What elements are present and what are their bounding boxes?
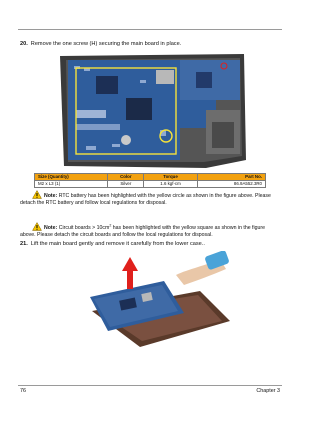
lift-board-photo xyxy=(80,251,232,349)
col-size: Size (Quantity) xyxy=(35,174,108,181)
warning-icon xyxy=(32,190,42,199)
footer-rule xyxy=(18,385,282,386)
note-circuit-boards xyxy=(20,222,282,240)
main-board-photo xyxy=(56,50,248,170)
table-header-row xyxy=(35,174,266,181)
warning-icon xyxy=(32,222,42,231)
note-text-line2: detach the RTC battery and follow local regulations for disposal. xyxy=(20,200,167,207)
note-superscript: 2 xyxy=(109,223,112,228)
col-color: Color xyxy=(108,174,144,181)
step-20-number: 20. xyxy=(20,41,28,47)
note-label: Note: xyxy=(44,193,58,199)
note-text-line2: above. Please detach the circuit boards and follow the local regulations for disposal. xyxy=(20,232,213,239)
page-number: 76 xyxy=(20,388,26,394)
cell-color: Silver xyxy=(108,181,144,188)
header-rule xyxy=(18,29,282,30)
cell-size: M2 x L3 (1) xyxy=(35,181,108,188)
table-row xyxy=(35,181,266,188)
chapter-label: Chapter 3 xyxy=(256,388,280,394)
col-part-no: Part No. xyxy=(197,174,265,181)
step-21-number: 21. xyxy=(20,241,28,247)
note-text-line1b: has been highlighted with the yellow square as shown in the figure xyxy=(111,225,266,231)
cell-part-no: 86.9A552.3R0 xyxy=(197,181,265,188)
step-21 xyxy=(20,241,205,248)
note-text-line1a: Circuit boards > 10cm xyxy=(58,225,110,231)
note-rtc-battery xyxy=(20,190,282,208)
col-torque: Torque xyxy=(144,174,197,181)
note-label: Note: xyxy=(44,225,58,231)
note-text-line1: RTC battery has been highlighted with the yellow circle as shown in the figure above. Please xyxy=(58,193,271,199)
screw-spec-table xyxy=(34,173,266,188)
step-21-text: Lift the main board gently and remove it carefully from the lower case.. xyxy=(30,241,205,247)
cell-torque: 1.6 kgf-cm xyxy=(144,181,197,188)
step-20-text: Remove the one screw (H) securing the main board in place. xyxy=(30,41,182,47)
step-20 xyxy=(20,41,181,48)
